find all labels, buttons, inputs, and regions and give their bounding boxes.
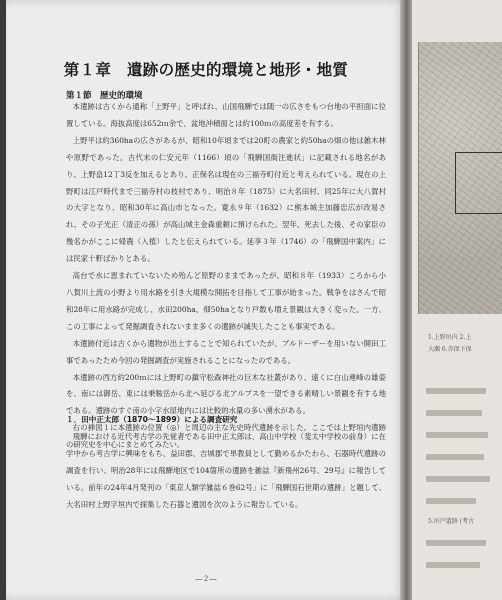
- map-caption: 大瀬 6.赤保下保: [428, 346, 472, 353]
- text-line: [426, 562, 480, 568]
- map-inset-frame: [455, 152, 502, 214]
- body-text: [66, 99, 386, 454]
- text-line: [426, 498, 476, 504]
- chapter-title: 第１章 遺跡の歴史的環境と地形・地質: [63, 61, 349, 79]
- map-caption: 5.垣戸遺跡 (考古: [428, 518, 474, 525]
- paragraph: 本遺跡は古くから通称「上野平」と呼ばれ、山国飛騨では随一の広さをもつ台地の平担面に位置している。海抜高度は652ｍ余で、盆地沖積面とは約100ｍの高度差を有する。: [66, 102, 386, 128]
- site-map-figure: [418, 42, 502, 314]
- paragraph: 本遺跡の西方約200ｍには上野町の鎮守松森神社の巨木な社叢があり、遠くに白山連峰の雄姿を、南には御岳、東には乗鞍岳から北へ延びる北アルプスを一望できる素晴しい景観を有する地である。遺跡のすぐ南の小字水屋地内には比較的水量の多い湧水がある。: [66, 372, 386, 416]
- page-number: ―２―: [195, 575, 217, 583]
- paragraph: 高台で水に恵まれていないため殆んど原野のままであったが、昭和８年（1933）ころから小八賀川上流の小野より用水路を引き大規模な開拓を目指して工事が始まった。戦争をはさんで昭和28年に用水路が完成し、水田200ha、畑50haとなり戸数も増え景観は大きく変った。一方、この工事によって発掘調査されないまま多くの遺跡が滅失したことも事実である。: [66, 271, 386, 331]
- paragraph: 飛騨における近代考古学の先覚者である田中正太郎は、高山中学校（斐太中学校の前身）に在学中から考古学に興味をもち、益田郡、吉城郡で単教員として勤めるかたわら、石器時代遺跡の調査を行い、明治28年には飛騨地区で104箇所の遺跡を雑誌『新飛州26号、29号』に報告している。前年の24年4月発刊の「東京人類学雑誌６巻62号」に「飛騨国石世期の遺跡」と題して、大名田村上野字垣内で採集した石器と遺図を次のように報告している。: [66, 432, 386, 509]
- map-caption: 1.上野垣内 2.上: [428, 334, 472, 341]
- text-line: [426, 410, 482, 416]
- paragraph: 本遺跡付近は古くから遺物が出土することで知られていたが、ブルドーザーを用いない開田工事であったため今回の発掘調査が実施されることになったのである。: [66, 338, 386, 365]
- text-line: [426, 540, 486, 546]
- body-text-2: [66, 429, 386, 514]
- book-gutter: [400, 0, 412, 600]
- right-page: [412, 0, 502, 600]
- subsection-heading: １．田中正太郎（1870～1899）による調査研究: [66, 415, 238, 424]
- text-line: [426, 432, 488, 438]
- text-line: [426, 388, 486, 394]
- paragraph: 上野平は約360haの広さがあるが、昭和10年頃までは20町の農家と約50haの畑の他は雑木林や原野であった。古代末の仁安元年（1166）頃の「飛騨国衙注進状」に記載される地名があり、上野畠12丁3反を加えるとあり、正保名は現在の三福寺町付近と考えられている。現在の上野町は江戸時代まで三福寺村の枝村であり、明治８年（1875）に大名田村、同25年に大八賀村の大字となり、昭和30年に高山市となった。寛永９年（1632）に熊本城主加藤忠広が改易され、その子光正（清正の孫）が高山城主金森重頼に預けられた。翌年、死去した後、その家臣の幾名かがここに帰農（入植）したと伝えられている。延享３年（1746）の「飛騨国中案内」には民家十軒ばかりとある。: [66, 135, 386, 264]
- paragraph: 右の挿図１に本遺跡の位置（◎）と周辺の主な先史時代遺跡を示した。ここでは上野垣内遺跡の研究史を中心にまとめてみたい。: [66, 423, 386, 450]
- section-title: 第１節 歴史的環境: [66, 91, 143, 101]
- left-page: [6, 0, 406, 600]
- text-line: [426, 476, 490, 482]
- text-line: [426, 454, 484, 460]
